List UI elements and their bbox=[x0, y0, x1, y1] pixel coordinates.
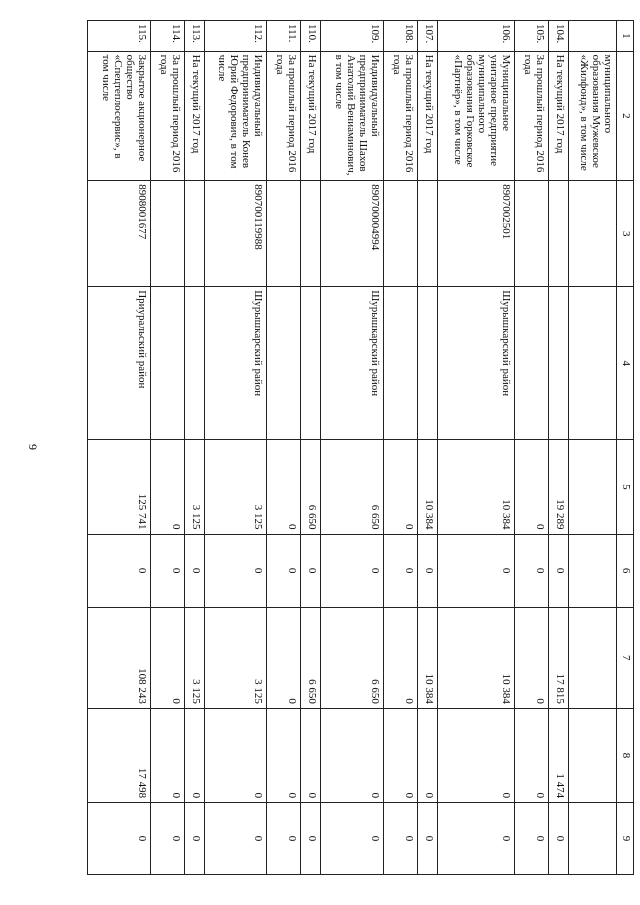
page-number: 9 bbox=[26, 444, 40, 450]
column-header: 6 bbox=[617, 534, 634, 607]
district-cell bbox=[383, 287, 417, 440]
column-header: 7 bbox=[617, 607, 634, 708]
district-cell bbox=[548, 287, 568, 440]
column-header: 1 bbox=[617, 21, 634, 52]
district-cell bbox=[417, 287, 437, 440]
col7-value: 17 815 bbox=[548, 607, 568, 708]
organization-name: На текущий 2017 год bbox=[301, 51, 321, 181]
organization-name: За прошлый период 2016 года bbox=[150, 51, 184, 181]
inn-cell bbox=[150, 181, 184, 287]
column-header: 5 bbox=[617, 440, 634, 534]
col6-value: 0 bbox=[301, 534, 321, 607]
col8-value: 17 498 bbox=[88, 708, 151, 802]
col9-value: 0 bbox=[514, 803, 548, 875]
rotated-table-container bbox=[87, 20, 634, 875]
column-header: 3 bbox=[617, 181, 634, 287]
col9-value: 0 bbox=[301, 803, 321, 875]
col5-value: 3 125 bbox=[204, 440, 266, 534]
col8-value: 0 bbox=[301, 708, 321, 802]
col7-value: 108 243 bbox=[88, 607, 151, 708]
table-row bbox=[417, 21, 437, 875]
table-row bbox=[568, 21, 616, 875]
table-row bbox=[383, 21, 417, 875]
col9-value: 0 bbox=[150, 803, 184, 875]
col7-value: 3 125 bbox=[184, 607, 204, 708]
row-number: 115. bbox=[88, 21, 151, 52]
district-cell bbox=[568, 287, 616, 440]
col6-value: 0 bbox=[321, 534, 383, 607]
col8-value: 0 bbox=[417, 708, 437, 802]
col5-value: 0 bbox=[267, 440, 301, 534]
col5-value: 0 bbox=[383, 440, 417, 534]
inn-cell bbox=[568, 181, 616, 287]
inn-cell bbox=[548, 181, 568, 287]
table-row bbox=[514, 21, 548, 875]
organization-name: За прошлый период 2016 года bbox=[514, 51, 548, 181]
table-row bbox=[88, 21, 151, 875]
district-cell: Приуральский район bbox=[88, 287, 151, 440]
col7-value: 3 125 bbox=[204, 607, 266, 708]
col7-value: 10 384 bbox=[417, 607, 437, 708]
col6-value: 0 bbox=[267, 534, 301, 607]
col8-value: 0 bbox=[514, 708, 548, 802]
col7-value: 10 384 bbox=[437, 607, 514, 708]
col7-value: 0 bbox=[383, 607, 417, 708]
col7-value: 0 bbox=[150, 607, 184, 708]
table-row bbox=[437, 21, 514, 875]
col6-value: 0 bbox=[150, 534, 184, 607]
table-row bbox=[204, 21, 266, 875]
col5-value: 10 384 bbox=[437, 440, 514, 534]
column-header: 8 bbox=[617, 708, 634, 802]
col9-value: 0 bbox=[88, 803, 151, 875]
row-number: 108. bbox=[383, 21, 417, 52]
row-number bbox=[568, 21, 616, 52]
col8-value: 0 bbox=[204, 708, 266, 802]
inn-cell bbox=[301, 181, 321, 287]
col8-value: 0 bbox=[321, 708, 383, 802]
district-cell bbox=[150, 287, 184, 440]
col8-value: 1 474 bbox=[548, 708, 568, 802]
col6-value: 0 bbox=[437, 534, 514, 607]
organization-name: Индивидуальный предприниматель Шахов Анатолий Вениаминович, в том числе bbox=[321, 51, 383, 181]
district-cell bbox=[301, 287, 321, 440]
col7-value bbox=[568, 607, 616, 708]
organization-name: На текущий 2017 год bbox=[417, 51, 437, 181]
table-row bbox=[150, 21, 184, 875]
col9-value bbox=[568, 803, 616, 875]
row-number: 106. bbox=[437, 21, 514, 52]
col9-value: 0 bbox=[437, 803, 514, 875]
inn-cell: 8907002501 bbox=[437, 181, 514, 287]
col7-value: 0 bbox=[267, 607, 301, 708]
district-cell bbox=[184, 287, 204, 440]
table-row bbox=[301, 21, 321, 875]
row-number: 112. bbox=[204, 21, 266, 52]
col5-value bbox=[568, 440, 616, 534]
inn-cell bbox=[514, 181, 548, 287]
col6-value: 0 bbox=[548, 534, 568, 607]
col6-value: 0 bbox=[204, 534, 266, 607]
col9-value: 0 bbox=[417, 803, 437, 875]
organization-name: На текущий 2017 год bbox=[548, 51, 568, 181]
organization-name: За прошлый период 2016 года bbox=[267, 51, 301, 181]
col9-value: 0 bbox=[184, 803, 204, 875]
col6-value: 0 bbox=[514, 534, 548, 607]
table-body bbox=[88, 21, 617, 875]
col7-value: 0 bbox=[514, 607, 548, 708]
col6-value: 0 bbox=[184, 534, 204, 607]
district-cell bbox=[514, 287, 548, 440]
organization-name: На текущий 2017 год bbox=[184, 51, 204, 181]
row-number: 111. bbox=[267, 21, 301, 52]
col5-value: 6 650 bbox=[321, 440, 383, 534]
district-cell: Шурышкарский район bbox=[321, 287, 383, 440]
col9-value: 0 bbox=[267, 803, 301, 875]
col6-value: 0 bbox=[417, 534, 437, 607]
row-number: 113. bbox=[184, 21, 204, 52]
inn-cell: 890700004994 bbox=[321, 181, 383, 287]
inn-cell bbox=[267, 181, 301, 287]
row-number: 110. bbox=[301, 21, 321, 52]
col8-value: 0 bbox=[184, 708, 204, 802]
row-number: 114. bbox=[150, 21, 184, 52]
col5-value: 6 650 bbox=[301, 440, 321, 534]
organization-name: За прошлый период 2016 года bbox=[383, 51, 417, 181]
col5-value: 10 384 bbox=[417, 440, 437, 534]
header-row bbox=[617, 21, 634, 875]
table-row bbox=[321, 21, 383, 875]
inn-cell: 890700119988 bbox=[204, 181, 266, 287]
inn-cell bbox=[383, 181, 417, 287]
col5-value: 0 bbox=[150, 440, 184, 534]
col8-value: 0 bbox=[267, 708, 301, 802]
row-number: 107. bbox=[417, 21, 437, 52]
row-number: 109. bbox=[321, 21, 383, 52]
col8-value: 0 bbox=[150, 708, 184, 802]
col5-value: 125 741 bbox=[88, 440, 151, 534]
organization-name: Закрытое акционерное общество «Спецтеплосервис», в том числе bbox=[88, 51, 151, 181]
col7-value: 6 650 bbox=[301, 607, 321, 708]
col6-value: 0 bbox=[88, 534, 151, 607]
organization-name: муниципального образования Мужевское «Жилфонд», в том числе bbox=[568, 51, 616, 181]
col9-value: 0 bbox=[548, 803, 568, 875]
organization-name: Муниципальное унитарное предприятие муниципального образования Горковское «Партнёр», в том числе bbox=[437, 51, 514, 181]
table-row bbox=[548, 21, 568, 875]
col7-value: 6 650 bbox=[321, 607, 383, 708]
col5-value: 19 289 bbox=[548, 440, 568, 534]
column-header: 2 bbox=[617, 51, 634, 181]
row-number: 105. bbox=[514, 21, 548, 52]
row-number: 104. bbox=[548, 21, 568, 52]
organization-name: Индивидуальный предприниматель Конев Юрий Федорович, в том числе bbox=[204, 51, 266, 181]
col5-value: 0 bbox=[514, 440, 548, 534]
data-table bbox=[87, 20, 634, 875]
inn-cell: 8908001677 bbox=[88, 181, 151, 287]
col8-value bbox=[568, 708, 616, 802]
district-cell: Шурышкарский район bbox=[204, 287, 266, 440]
column-header: 4 bbox=[617, 287, 634, 440]
inn-cell bbox=[184, 181, 204, 287]
inn-cell bbox=[417, 181, 437, 287]
col6-value: 0 bbox=[383, 534, 417, 607]
column-header: 9 bbox=[617, 803, 634, 875]
col9-value: 0 bbox=[383, 803, 417, 875]
col9-value: 0 bbox=[321, 803, 383, 875]
table-row bbox=[184, 21, 204, 875]
district-cell bbox=[267, 287, 301, 440]
col9-value: 0 bbox=[204, 803, 266, 875]
col6-value bbox=[568, 534, 616, 607]
table-row bbox=[267, 21, 301, 875]
col8-value: 0 bbox=[383, 708, 417, 802]
col8-value: 0 bbox=[437, 708, 514, 802]
col5-value: 3 125 bbox=[184, 440, 204, 534]
district-cell: Шурышкарский район bbox=[437, 287, 514, 440]
